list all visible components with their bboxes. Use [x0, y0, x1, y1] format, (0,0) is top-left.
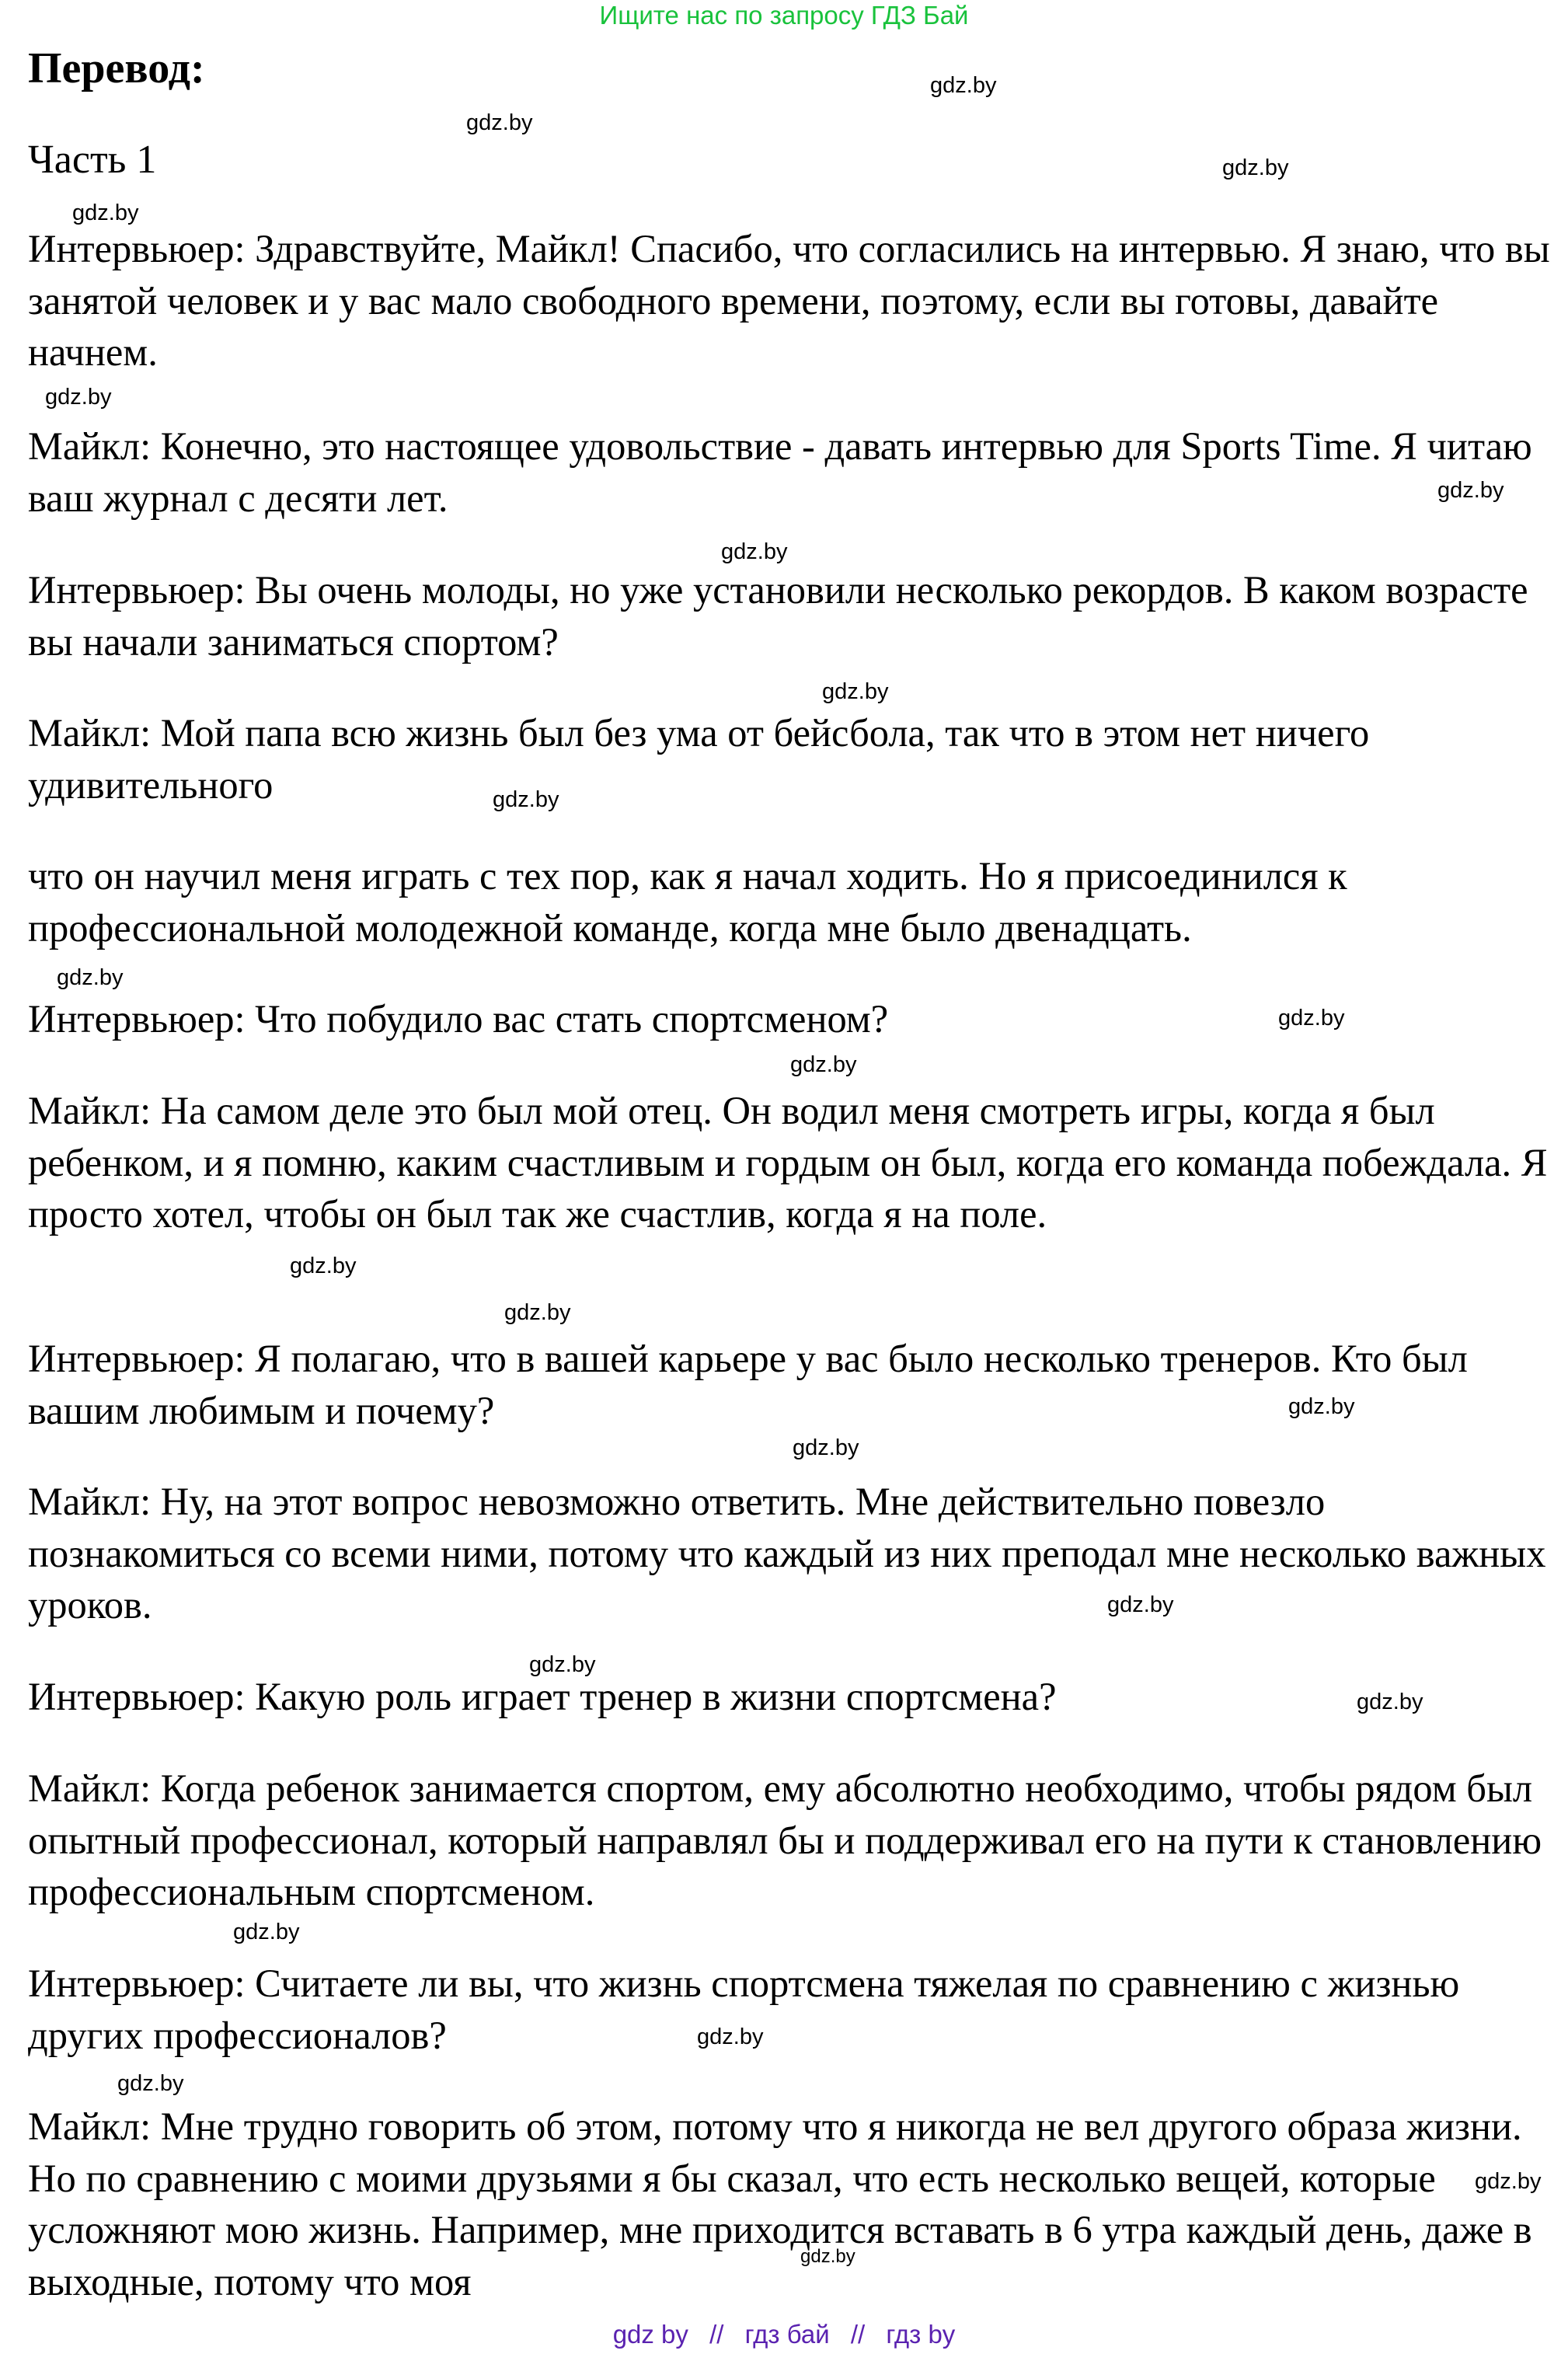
- watermark: gdz.by: [1357, 1690, 1423, 1714]
- watermark: gdz.by: [697, 2024, 764, 2049]
- footer-link-gdz-bai[interactable]: гдз бай: [744, 2320, 830, 2349]
- watermark: gdz.by: [1288, 1394, 1355, 1419]
- dialogue-paragraph: Интервьюер: Считаете ли вы, что жизнь спортсмена тяжелая по сравнению с жизнью других профессионалов?: [28, 1962, 1460, 2057]
- watermark: gdz.by: [1437, 478, 1504, 503]
- dialogue-paragraph: Интервьюер: Что побудило вас стать спортсменом?: [28, 997, 889, 1041]
- footer-link-gdz-by[interactable]: gdz by: [612, 2320, 688, 2349]
- watermark: gdz.by: [800, 2246, 855, 2267]
- dialogue-paragraph: Майкл: На самом деле это был мой отец. Он водил меня смотреть игры, когда я был ребенком, и я помню, каким счастливым и гордым он был, когда его команда побеждала. Я просто хотел, чтобы он был так же счастлив, когда я на поле.: [28, 1089, 1548, 1236]
- top-banner[interactable]: Ищите нас по запросу ГДЗ Бай: [599, 1, 969, 30]
- watermark: gdz.by: [233, 1920, 300, 1944]
- footer-link-gdz-by-cyrillic[interactable]: гдз by: [886, 2320, 956, 2349]
- watermark: gdz.by: [45, 385, 112, 410]
- watermark: gdz.by: [57, 965, 124, 990]
- dialogue-paragraph: Майкл: Мне трудно говорить об этом, потому что я никогда не вел другого образа жизни. Но по сравнению с моими друзьями я бы сказал, что есть несколько вещей, которые усложняют мою жизнь. Например, мне приходится вставать в 6 утра каждый день, даже в выходные, потому что моя: [28, 2105, 1532, 2303]
- watermark: gdz.by: [504, 1300, 571, 1325]
- watermark: gdz.by: [721, 539, 788, 564]
- dialogue-paragraph: Майкл: Мой папа всю жизнь был без ума от бейсбола, так что в этом нет ничего удивительного: [28, 711, 1370, 807]
- watermark: gdz.by: [529, 1652, 596, 1677]
- dialogue-paragraph: Майкл: Ну, на этот вопрос невозможно ответить. Мне действительно повезло познакомиться со всеми ними, потому что каждый из них преподал мне несколько важных уроков.: [28, 1480, 1546, 1627]
- dialogue-paragraph: Интервьюер: Вы очень молоды, но уже установили несколько рекордов. В каком возрасте вы начали заниматься спортом?: [28, 568, 1528, 664]
- footer-separator: //: [850, 2320, 866, 2349]
- watermark: gdz.by: [1107, 1592, 1174, 1617]
- section-subtitle: Часть 1: [28, 138, 157, 182]
- watermark: gdz.by: [493, 787, 559, 812]
- page-title: Перевод:: [28, 44, 205, 92]
- watermark: gdz.by: [117, 2071, 184, 2096]
- watermark: gdz.by: [930, 73, 997, 98]
- footer-separator: //: [709, 2320, 724, 2349]
- watermark: gdz.by: [466, 110, 533, 135]
- watermark: gdz.by: [290, 1254, 357, 1278]
- watermark: gdz.by: [790, 1052, 857, 1077]
- watermark: gdz.by: [1278, 1006, 1345, 1031]
- watermark: gdz.by: [822, 679, 889, 704]
- watermark: gdz.by: [1475, 2169, 1542, 2194]
- dialogue-paragraph: Интервьюер: Какую роль играет тренер в жизни спортсмена?: [28, 1675, 1057, 1718]
- dialogue-paragraph: Майкл: Когда ребенок занимается спортом, ему абсолютно необходимо, чтобы рядом был опытный профессионал, который направлял бы и поддерживал его на пути к становлению профессиональным спортсменом.: [28, 1766, 1542, 1913]
- dialogue-paragraph: что он научил меня играть с тех пор, как я начал ходить. Но я присоединился к профессиональной молодежной команде, когда мне было двенадцать.: [28, 854, 1347, 950]
- watermark: gdz.by: [1222, 155, 1289, 180]
- dialogue-paragraph: Интервьюер: Я полагаю, что в вашей карьере у вас было несколько тренеров. Кто был вашим любимым и почему?: [28, 1337, 1468, 1432]
- dialogue-paragraph: Майкл: Конечно, это настоящее удовольствие - давать интервью для Sports Time. Я читаю ваш журнал с десяти лет.: [28, 424, 1532, 520]
- watermark: gdz.by: [72, 201, 139, 225]
- watermark: gdz.by: [793, 1435, 859, 1460]
- footer-links: [0, 2319, 1568, 2350]
- dialogue-paragraph: Интервьюер: Здравствуйте, Майкл! Спасибо, что согласились на интервью. Я знаю, что вы занятой человек и у вас мало свободного времени, поэтому, если вы готовы, давайте начнем.: [28, 227, 1550, 374]
